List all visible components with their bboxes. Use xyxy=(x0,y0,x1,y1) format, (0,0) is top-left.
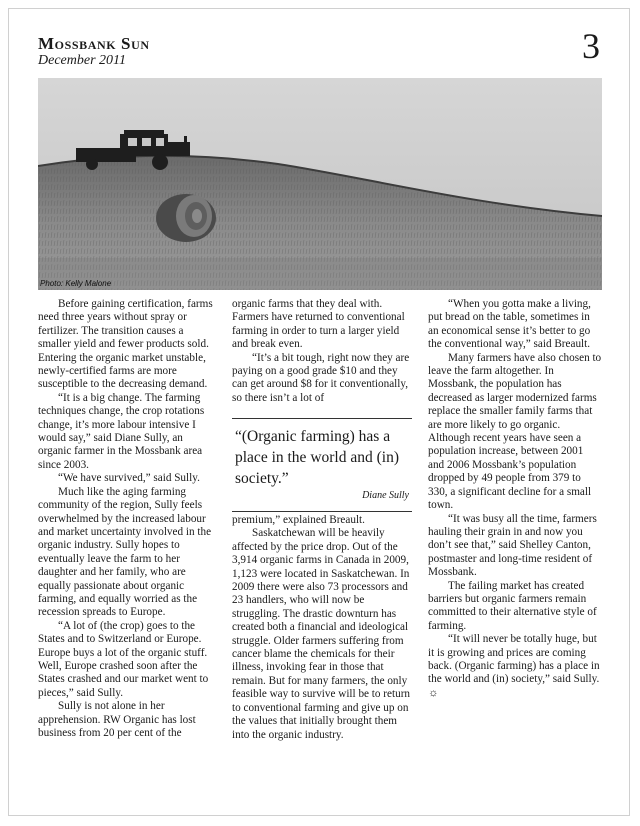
article-column-2-bottom xyxy=(232,514,412,742)
farm-field-image xyxy=(38,78,602,290)
paragraph: “When you gotta make a living, put bread on the table, sometimes in an economical sense it’s better to go the conventional way,” said Breault. xyxy=(428,298,591,351)
paragraph: Much like the aging farming community of the region, Sully feels overwhelmed by the increased labour and market uncertainty involved in the organic industry. Sully hopes to eventually leave the farm to her daughter and her family, who are equally passionate about organic farming, and equally worried as the recession spreads to Europe. xyxy=(38,485,212,619)
farm-photo xyxy=(38,78,602,290)
paragraph: Sully is not alone in her apprehension. RW Organic has lost business from 20 per cent of the xyxy=(38,700,196,739)
paragraph: organic farms that they deal with. Farmers have returned to conventional farming in order to turn a larger yield and break even. xyxy=(232,298,405,351)
article-column-1 xyxy=(38,298,214,740)
paragraph: Many farmers have also chosen to leave the farm altogether. In Mossbank, the population has decreased as larger modernized farms replace the smaller family farms that are more likely to go organic. Although recent years have seen a population increase, between 2001 and 2006 Mossbank’s population dropped by 49 people from 379 to 330, a significant decline for a small town. xyxy=(428,351,602,512)
newspaper-name: Mossbank Sun xyxy=(38,34,150,53)
paragraph: “It is a big change. The farming techniques change, the crop rotations change, it’s more labour intensive I would say,” said Diane Sully, an organic farmer in the Mossbank area since 2003. xyxy=(38,391,205,471)
pull-quote xyxy=(232,418,412,512)
issue-date: December 2011 xyxy=(38,53,126,68)
article-column-2-top xyxy=(232,298,412,405)
photo-credit: Photo: Kelly Malone xyxy=(40,279,112,288)
paragraph: “It’s a bit tough, right now they are paying on a good grade $10 and they can get around $8 for it conventionally, so there isn’t a lot of xyxy=(232,351,410,404)
article-column-3 xyxy=(428,298,602,700)
paragraph: “It was busy all the time, farmers hauling their grain in and now you don’t see that,” said Shelley Canton, postmaster and long-time resident of Mossbank. xyxy=(428,512,597,579)
paragraph: “We have survived,” said Sully. xyxy=(58,472,200,485)
page-number: 3 xyxy=(582,26,600,66)
pull-quote-attribution: Diane Sully xyxy=(362,490,409,501)
pull-quote-text: “(Organic farming) has a place in the world and (in) society.” xyxy=(235,428,399,487)
paragraph: Before gaining certification, farms need three years without spray or fertilizer. The transition causes a smaller yield and fewer products sold. Entering the organic market unstable, newly-certified farms are more susceptible to the decreasing demand. xyxy=(38,298,213,391)
masthead xyxy=(38,35,150,68)
paragraph: The failing market has created barriers but organic farmers remain committed to their alternative style of farming. xyxy=(428,579,597,632)
paragraph: “A lot of (the crop) goes to the States and to Switzerland or Europe. Europe buys a lot of the organic stuff. Well, Europe crashed soon after the States crashed and our market went to pieces,” said Sully. xyxy=(38,619,209,699)
paragraph: premium,” explained Breault. xyxy=(232,514,365,526)
paragraph: Saskatchewan will be heavily affected by the price drop. Out of the 3,914 organic farms in Canada in 2009, 1,123 were located in Saskatchewan. In 2009 there were also 73 processors and 23 handlers, who will now be struggling. The drastic downturn has created both a financial and ideological struggle. Older farmers suffering from cancer blame the chemicals for their illness, invoking fear in those that remain. But for many farmers, the only feasible way to survive will be to return to conventional farming and give up on the values that initially brought them into the organic industry. xyxy=(232,527,411,741)
paragraph: “It will never be totally huge, but it is growing and prices are coming back. (Organic farming) has a place in the world and (in) society,” said Sully. ☼ xyxy=(428,633,600,699)
